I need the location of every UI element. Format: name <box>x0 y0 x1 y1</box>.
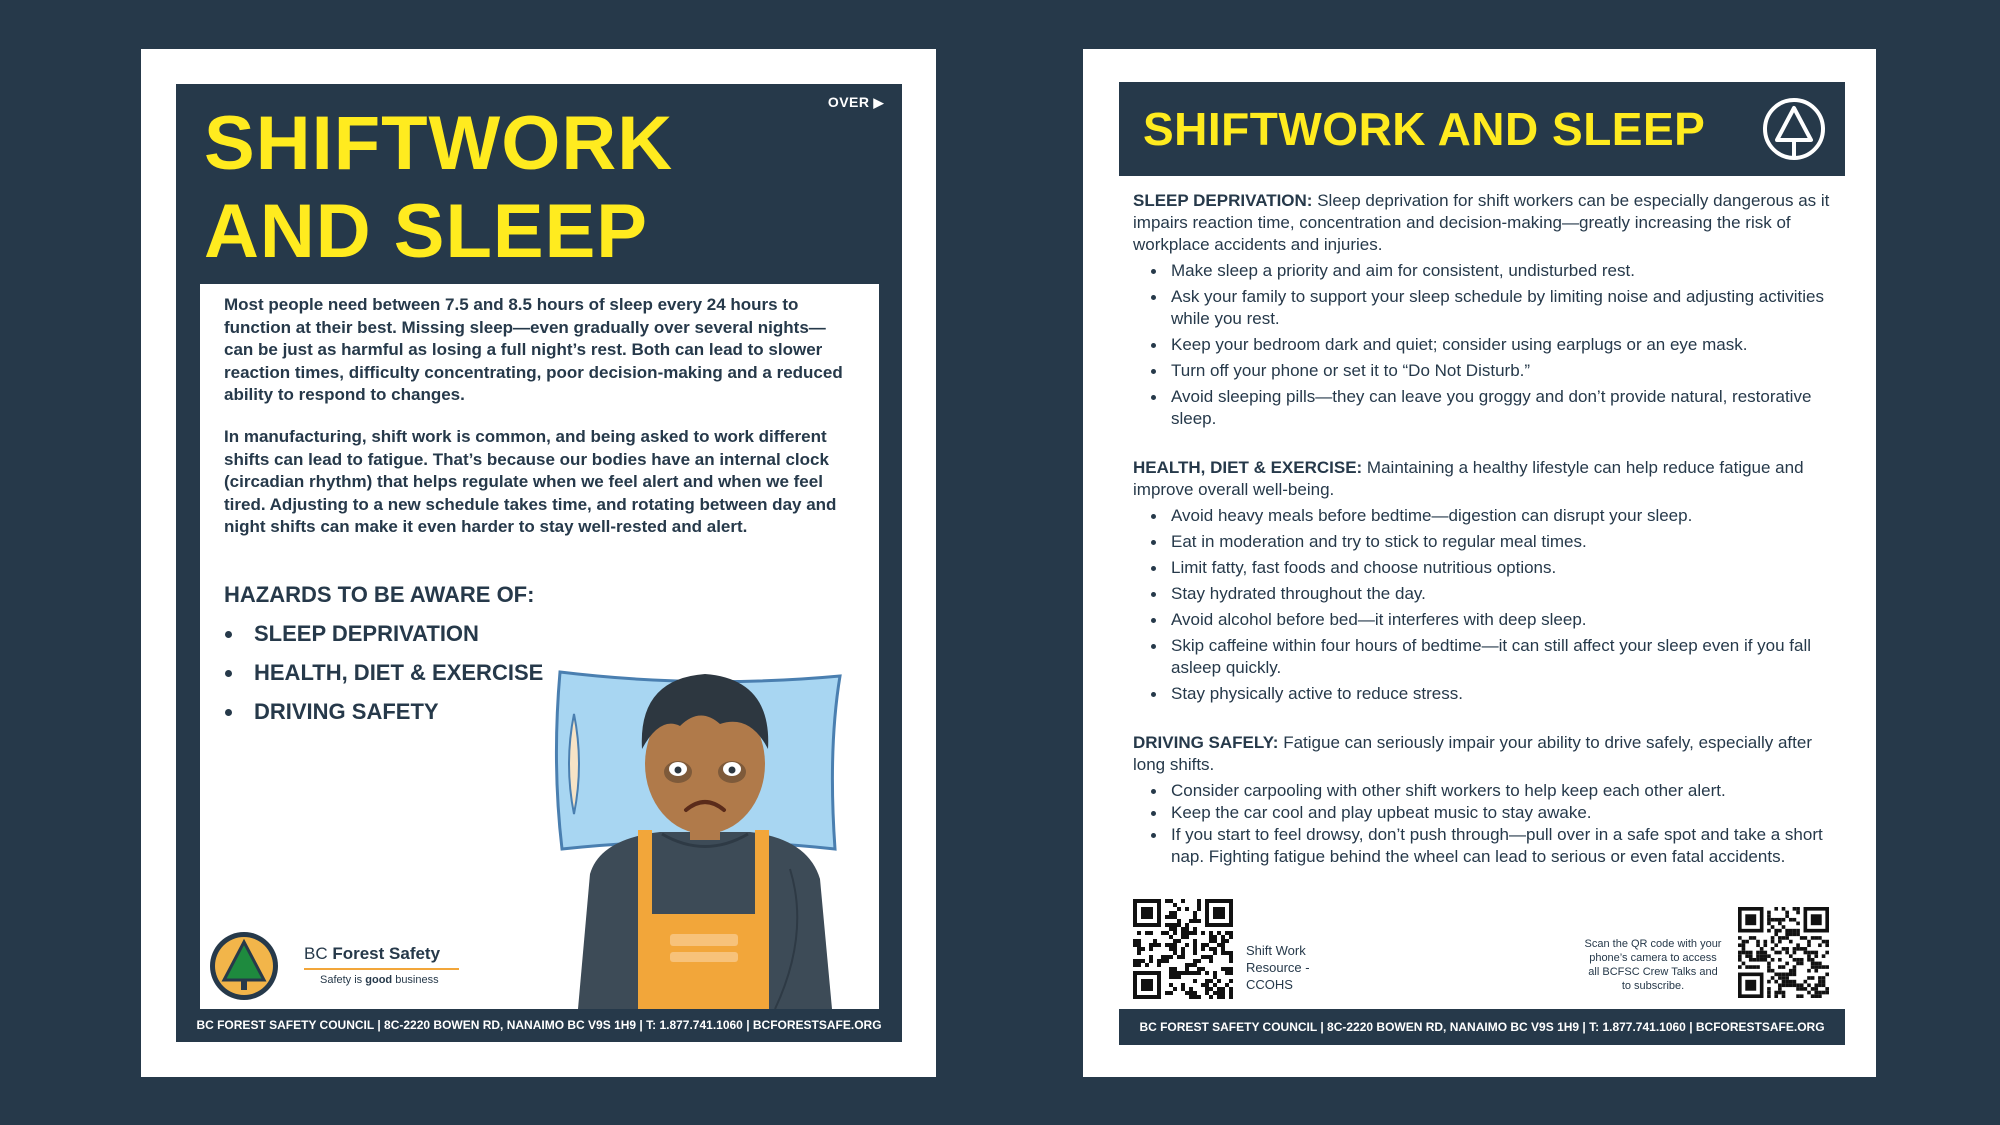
page-title: SHIFTWORK AND SLEEP <box>1143 103 1706 155</box>
qr-code-icon[interactable] <box>1133 899 1233 999</box>
bc-forest-safety-logo <box>208 930 468 1004</box>
list-item: Make sleep a priority and aim for consistent, undisturbed rest. <box>1171 260 1833 282</box>
section-heading: DRIVING SAFELY: <box>1133 733 1279 752</box>
hazard-item: SLEEP DEPRIVATION <box>224 622 543 661</box>
list-item: Stay physically active to reduce stress. <box>1171 683 1833 705</box>
flyer-back-page <box>1083 49 1876 1077</box>
page-title <box>204 100 673 276</box>
list-item: Keep your bedroom dark and quiet; consider using earplugs or an eye mask. <box>1171 334 1833 356</box>
tips-list <box>1133 505 1833 705</box>
list-item: Stay hydrated throughout the day. <box>1171 583 1833 605</box>
section-sleep-deprivation <box>1133 190 1833 430</box>
play-triangle-icon: ▶ <box>873 95 884 110</box>
tired-worker-illustration <box>550 654 850 1009</box>
logo-wordmark: BC Forest Safety <box>304 944 441 963</box>
over-link[interactable] <box>828 94 884 111</box>
qr-code-icon[interactable] <box>1738 907 1829 998</box>
contact-footer: BC FOREST SAFETY COUNCIL | 8C-2220 BOWEN RD, NANAIMO BC V9S 1H9 | T: 1.877.741.1060 | BCFORESTSAFE.ORG <box>1139 1020 1825 1034</box>
title-line-2: AND SLEEP <box>204 189 648 274</box>
section-heading: HEALTH, DIET & EXERCISE: <box>1133 458 1363 477</box>
over-label: OVER <box>827 94 870 110</box>
list-item: Eat in moderation and try to stick to regular meal times. <box>1171 531 1833 553</box>
list-item: Avoid sleeping pills—they can leave you groggy and don’t provide natural, restorative sleep. <box>1171 386 1833 430</box>
logo-divider <box>304 968 459 970</box>
title-banner <box>1119 82 1845 176</box>
section-intro: SLEEP DEPRIVATION: Sleep deprivation for shift workers can be especially dangerous as it impairs reaction time, concentration and decision-making—greatly increasing the risk of workplace accidents and injuries. <box>1133 191 1830 254</box>
hazards-list <box>224 622 543 739</box>
logo-tagline: Safety is good business <box>320 974 439 986</box>
content-panel <box>200 284 879 1009</box>
section-intro: HEALTH, DIET & EXERCISE: Maintaining a healthy lifestyle can help reduce fatigue and improve overall well-being. <box>1133 458 1804 499</box>
hazard-item: HEALTH, DIET & EXERCISE <box>224 661 543 700</box>
list-item: Limit fatty, fast foods and choose nutritious options. <box>1171 557 1833 579</box>
section-health-diet-exercise <box>1133 457 1833 705</box>
qr-caption-ccohs: Shift Work Resource - CCOHS <box>1246 943 1310 992</box>
tree-logo-icon <box>208 930 280 1002</box>
tips-body <box>1133 190 1833 895</box>
front-page-frame <box>176 84 902 1042</box>
footer-bar <box>1119 1009 1845 1045</box>
section-intro: DRIVING SAFELY: Fatigue can seriously impair your ability to drive safely, especially after long shifts. <box>1133 733 1812 774</box>
tips-list <box>1133 780 1833 868</box>
hazards-heading: HAZARDS TO BE AWARE OF: <box>224 582 535 607</box>
section-heading: SLEEP DEPRIVATION: <box>1133 191 1313 210</box>
flyer-front-page <box>141 49 936 1077</box>
tree-logo-icon <box>1761 96 1827 162</box>
hazard-item: DRIVING SAFETY <box>224 700 543 739</box>
intro-paragraph-1: Most people need between 7.5 and 8.5 hours of sleep every 24 hours to function at their best. Missing sleep—even gradually over several nights—can be just as harmful as losing a full night’s rest. Both can lead to slower reaction times, difficulty concentrating, poor decision-making and a reduced ability to respond to changes. <box>224 295 843 404</box>
list-item: Consider carpooling with other shift workers to help keep each other alert. <box>1171 780 1833 802</box>
section-driving-safely <box>1133 732 1833 868</box>
intro-paragraph-2: In manufacturing, shift work is common, and being asked to work different shifts can lead to fatigue. That’s because our bodies have an internal clock (circadian rhythm) that helps regulate when we feel alert and when we feel tired. Adjusting to a new schedule takes time, and rotating between day and night shifts can make it even harder to stay well-rested and alert. <box>224 427 837 536</box>
list-item: Skip caffeine within four hours of bedtime—it can still affect your sleep even if you fall asleep quickly. <box>1171 635 1833 679</box>
list-item: Avoid heavy meals before bedtime—digestion can disrupt your sleep. <box>1171 505 1833 527</box>
list-item: Ask your family to support your sleep schedule by limiting noise and adjusting activities while you rest. <box>1171 286 1833 330</box>
contact-footer: BC FOREST SAFETY COUNCIL | 8C-2220 BOWEN RD, NANAIMO BC V9S 1H9 | T: 1.877.741.1060 | BCFORESTSAFE.ORG <box>196 1018 882 1032</box>
list-item: Avoid alcohol before bed—it interferes with deep sleep. <box>1171 609 1833 631</box>
list-item: Turn off your phone or set it to “Do Not Disturb.” <box>1171 360 1833 382</box>
list-item: Keep the car cool and play upbeat music to stay awake. <box>1171 802 1833 824</box>
title-line-1: SHIFTWORK <box>204 101 674 186</box>
qr-caption-subscribe: Scan the QR code with your phone’s camera to access all BCFSC Crew Talks and to subscribe. <box>1584 938 1722 992</box>
tips-list <box>1133 260 1833 430</box>
list-item: If you start to feel drowsy, don’t push through—pull over in a safe spot and take a short nap. Fighting fatigue behind the wheel can lead to serious or even fatal accidents. <box>1171 824 1833 868</box>
